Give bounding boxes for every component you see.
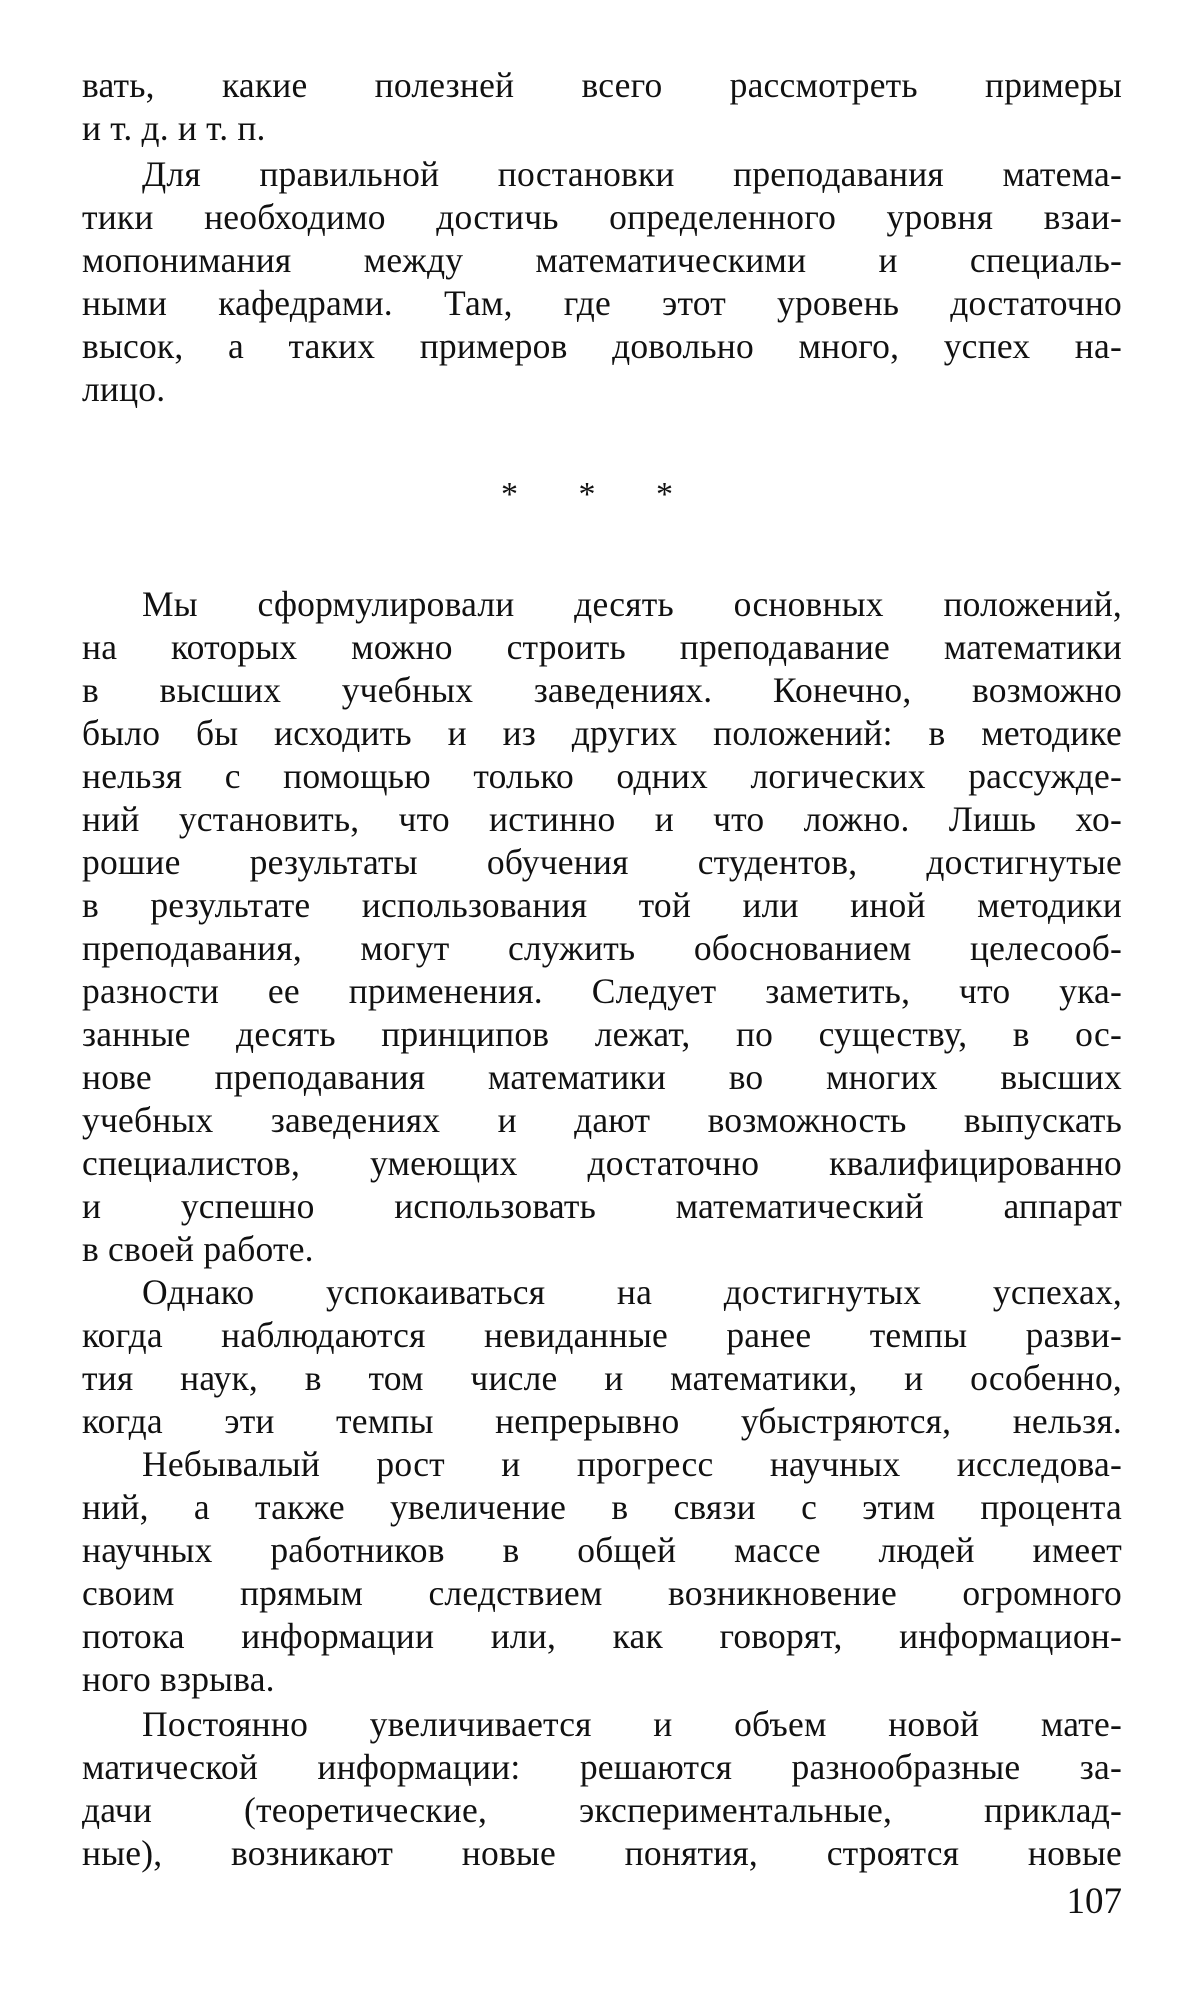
text-line: в результате использования той или иной методики [82,885,1122,925]
text-line: дачи (теоретические, экспериментальные, приклад- [82,1790,1122,1830]
paragraph [82,1443,1122,1701]
text-line: Небывалый рост и прогресс научных исследова- [142,1444,1122,1484]
text-line: потока информации или, как говорят, информацион- [82,1616,1122,1656]
text-line: на которых можно строить преподавание математики [82,627,1122,667]
text-line: Однако успокаиваться на достигнутых успехах, [142,1272,1122,1312]
text-line: тия наук, в том числе и математики, и особенно, [82,1358,1122,1398]
text-line: ний, а также увеличение в связи с этим процента [82,1487,1122,1527]
paragraph [82,153,1122,411]
text-line: учебных заведениях и дают возможность выпускать [82,1100,1122,1140]
text-line: в высших учебных заведениях. Конечно, возможно [82,670,1122,710]
text-line: преподавания, могут служить обоснованием целесооб- [82,928,1122,968]
paragraph [82,1271,1122,1443]
text-line: специалистов, умеющих достаточно квалифицированно [82,1143,1122,1183]
section-separator: * * * [501,476,699,513]
text-line: тики необходимо достичь определенного уровня взаи- [82,197,1122,237]
text-line: ные), возникают новые понятия, строятся новые [82,1833,1122,1873]
text-line: ний установить, что истинно и что ложно. Лишь хо- [82,799,1122,839]
text-line: когда эти темпы непрерывно убыстряются, нельзя. [82,1401,1122,1441]
text-line: нове преподавания математики во многих высших [82,1057,1122,1097]
paragraph [82,583,1122,1271]
text-line: рошие результаты обучения студентов, достигнутые [82,842,1122,882]
paragraph-continuation [82,64,1122,150]
page-number: 107 [1066,1881,1122,1922]
text-line: лицо. [82,369,166,409]
text-line: разности ее применения. Следует заметить, что ука- [82,971,1122,1011]
text-line: высок, а таких примеров довольно много, успех на- [82,326,1122,366]
text-line: Постоянно увеличивается и объем новой мате- [142,1704,1122,1744]
text-line: занные десять принципов лежат, по существу, в ос- [82,1014,1122,1054]
text-line: вать, какие полезней всего рассмотреть примеры [82,65,1122,105]
text-line: матической информации: решаются разнообразные за- [82,1747,1122,1787]
text-line: мопонимания между математическими и специаль- [82,240,1122,280]
text-line: и успешно использовать математический аппарат [82,1186,1122,1226]
text-line: Мы сформулировали десять основных положений, [142,584,1122,624]
text-line: Для правильной постановки преподавания матема- [142,154,1122,194]
text-line: нельзя с помощью только одних логических рассужде- [82,756,1122,796]
text-line: научных работников в общей массе людей имеет [82,1530,1122,1570]
text-line: ного взрыва. [82,1659,275,1699]
text-line: своим прямым следствием возникновение огромного [82,1573,1122,1613]
text-line: и т. д. и т. п. [82,108,266,148]
text-line: ными кафедрами. Там, где этот уровень достаточно [82,283,1122,323]
text-line: когда наблюдаются невиданные ранее темпы разви- [82,1315,1122,1355]
text-line: в своей работе. [82,1229,314,1269]
text-line: было бы исходить и из других положений: в методике [82,713,1122,753]
paragraph [82,1703,1122,1875]
